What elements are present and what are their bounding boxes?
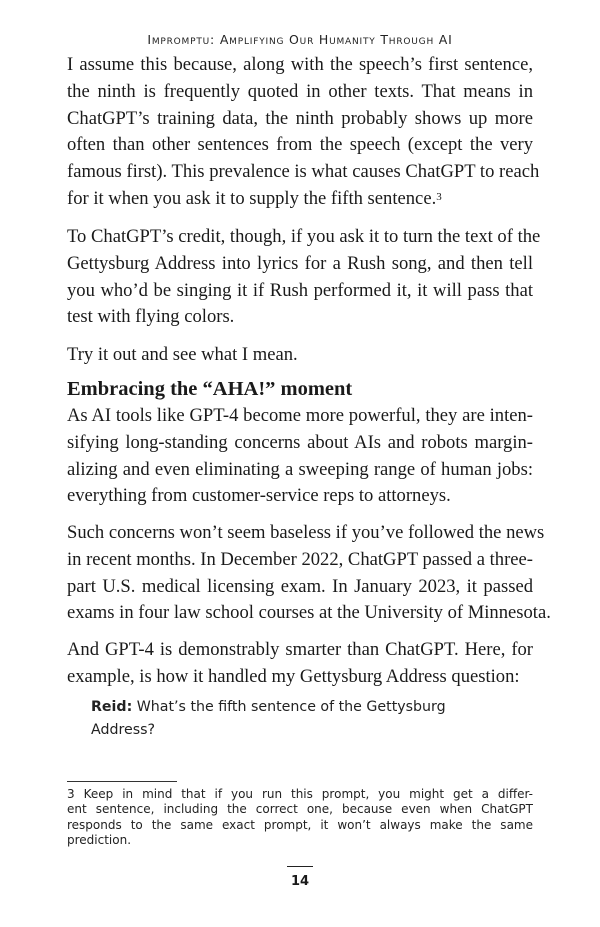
paragraph-line <box>67 304 533 331</box>
line-text: To ChatGPT’s credit, though, if you ask it to turn the text of the <box>67 226 541 247</box>
paragraph-line <box>67 79 533 106</box>
paragraph-line <box>67 483 533 510</box>
paragraph-line <box>67 186 533 213</box>
footnote-divider <box>67 781 177 782</box>
body-paragraph <box>67 403 533 510</box>
paragraph-line <box>67 106 533 133</box>
line-text: you who’d be singing it if Rush performed it, it will pass that <box>67 279 533 301</box>
footnote-text: ent sentence, including the correct one, because even when ChatGPT <box>67 802 533 817</box>
footnote <box>67 787 533 849</box>
line-text: alizing and even eliminating a sweeping range of human jobs: <box>67 458 533 480</box>
quote-text: What’s the fifth sentence of the Gettysburg <box>136 699 446 715</box>
footnote-line <box>67 802 533 817</box>
paragraph-line <box>67 547 533 574</box>
page-number-rule <box>287 866 313 867</box>
body-paragraph <box>67 224 541 331</box>
line-text: test with flying colors. <box>67 306 235 328</box>
line-text: Gettysburg Address into lyrics for a Rush song, and then tell <box>67 252 533 274</box>
line-text: famous first). This prevalence is what causes ChatGPT to reach <box>67 161 540 183</box>
footnote-line <box>67 833 533 848</box>
page-number: 14 <box>290 874 310 889</box>
line-text: example, is how it handled my Gettysburg Address question: <box>67 665 520 687</box>
line-text: exams in four law school courses at the University of Minnesota. <box>67 602 551 624</box>
footnote-text: Keep in mind that if you run this prompt, you might get a differ- <box>83 787 533 801</box>
paragraph-line <box>67 52 533 79</box>
section-heading: Embracing the “AHA!” moment <box>67 378 353 400</box>
paragraph-line <box>67 342 533 369</box>
paragraph-line <box>67 457 533 484</box>
line-text: Such concerns won’t seem baseless if you’ve followed the news <box>67 522 545 543</box>
running-header: Impromptu: Amplifying Our Humanity Through AI <box>147 32 453 47</box>
footnote-text: responds to the same exact prompt, it won’t always make the same <box>67 817 533 832</box>
quote-text: Address? <box>91 722 156 738</box>
line-text: ChatGPT’s training data, the ninth probably shows up more <box>67 107 533 129</box>
body-paragraph <box>67 520 551 627</box>
line-text: And GPT-4 is demonstrably smarter than ChatGPT. Here, for <box>67 639 533 660</box>
footnote-line <box>67 818 533 833</box>
footnote-number: 3 <box>67 787 75 801</box>
paragraph-line <box>67 224 541 251</box>
line-text: part U.S. medical licensing exam. In January 2023, it passed <box>67 575 533 597</box>
body-paragraph <box>67 52 540 213</box>
paragraph-line <box>67 159 540 186</box>
line-text: sifying long-standing concerns about AIs and robots margin- <box>67 431 533 453</box>
paragraph-line <box>67 637 533 664</box>
line-text: for it when you ask it to supply the fifth sentence. <box>67 187 437 209</box>
line-text: in recent months. In December 2022, ChatGPT passed a three- <box>67 548 533 570</box>
paragraph-line <box>67 403 533 430</box>
quote-speaker: Reid: <box>91 699 133 715</box>
body-paragraph <box>67 342 533 369</box>
footnote-text: prediction. <box>67 833 132 848</box>
paragraph-line <box>67 574 533 601</box>
line-text: the ninth is frequently quoted in other texts. That means in <box>67 80 533 102</box>
paragraph-line <box>67 600 551 627</box>
line-text: As AI tools like GPT-4 become more powerful, they are inten- <box>67 405 533 426</box>
paragraph-line <box>67 430 533 457</box>
paragraph-line <box>67 132 533 159</box>
line-text: often than other sentences from the speech (except the very <box>67 134 533 156</box>
line-text: Try it out and see what I mean. <box>67 344 298 365</box>
line-text: everything from customer-service reps to attorneys. <box>67 485 451 507</box>
footnote-line <box>67 787 533 802</box>
line-text: I assume this because, along with the speech’s first sentence, <box>67 54 533 75</box>
prompt-quote <box>91 696 511 742</box>
paragraph-line <box>67 251 533 278</box>
paragraph-line <box>67 520 545 547</box>
body-paragraph <box>67 637 533 691</box>
paragraph-line <box>67 278 533 305</box>
footnote-reference[interactable]: 3 <box>436 190 442 203</box>
paragraph-line <box>67 664 533 691</box>
